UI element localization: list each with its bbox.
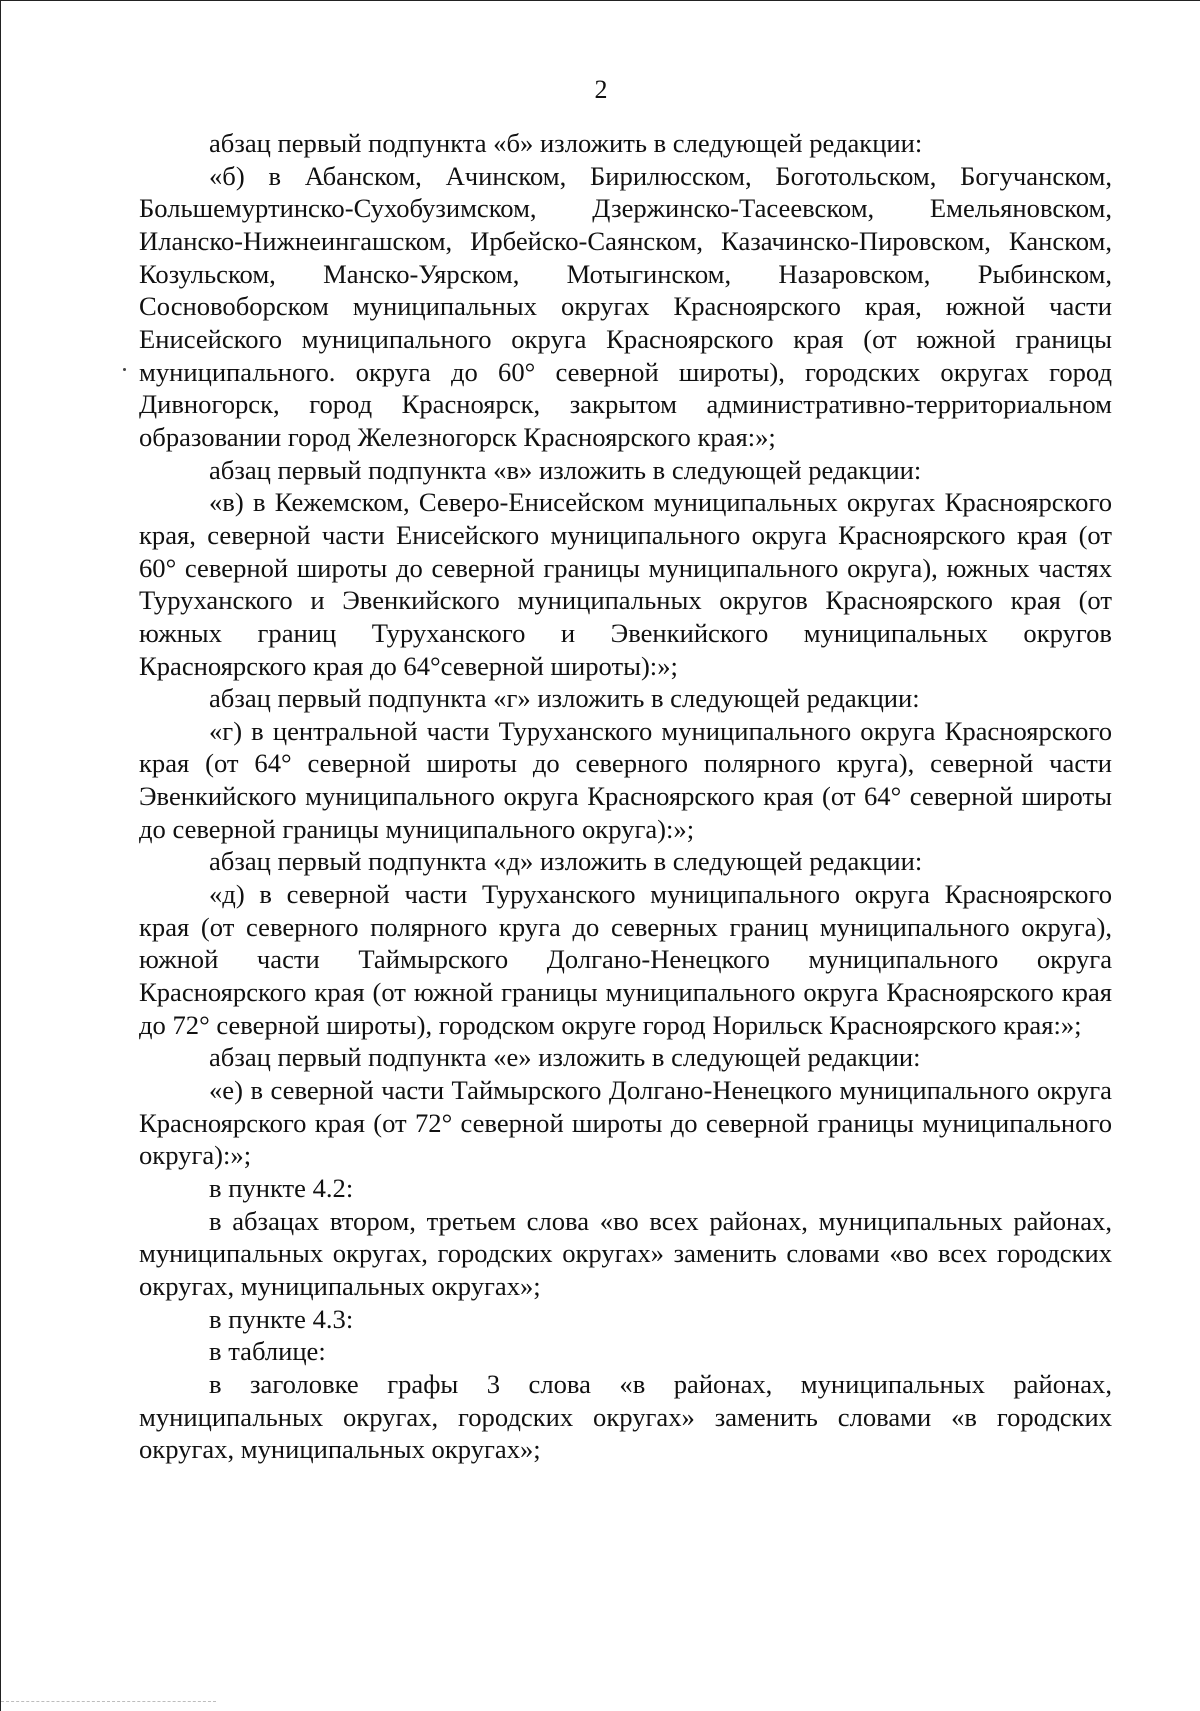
paragraph: в заголовке графы 3 слова «в районах, муниципальных районах, муниципальных округах, городских округах» заменить словами «в городских округах, муниципальных округах»;: [139, 1368, 1112, 1465]
paragraph: в пункте 4.3:: [209, 1303, 354, 1334]
paragraph: абзац первый подпункта «в» изложить в следующей редакции:: [209, 454, 922, 485]
page-number: 2: [594, 75, 608, 104]
bottom-rule: [1, 1701, 216, 1702]
paragraph: абзац первый подпункта «г» изложить в следующей редакции:: [209, 683, 920, 714]
paragraph: в абзацах втором, третьем слова «во всех районах, муниципальных районах, муниципальных округах, городских округах» заменить словами «во всех городских округах, муниципальных округах»;: [139, 1205, 1112, 1301]
paragraph: в таблице:: [209, 1336, 326, 1367]
paragraph: «в) в Кежемском, Северо-Енисейском муниципальных округах Красноярского края, северной части Енисейского муниципального округа Красноярского края (от 60° северной широты до северной границы муниципального округа), южных частях Туруханского и Эвенкийского муниципальных округов Красноярского края (от южных границ Туруханского и Эвенкийского муниципальных округов Красноярского края до 64°северной широты):»;: [139, 487, 1112, 681]
paragraph: абзац первый подпункта «д» изложить в следующей редакции:: [209, 846, 923, 877]
scan-mark: [123, 368, 126, 371]
paragraph: «г) в центральной части Туруханского муниципального округа Красноярского края (от 64° северной широты до северного полярного круга), северной части Эвенкийского муниципального округа Красноярского края (от 64° северной широты до северной границы муниципального округа):»;: [139, 715, 1112, 844]
paragraph: абзац первый подпункта «б» изложить в следующей редакции:: [209, 128, 923, 158]
paragraph: «д) в северной части Туруханского муниципального округа Красноярского края (от северного полярного круга до северных границ муниципального округа), южной части Таймырского Долгано-Ненецкого муниципального округа Красноярского края (от южной границы муниципального округа Красноярского края до 72° северной широты), городском округе город Норильск Красноярского края:»;: [139, 879, 1112, 1040]
document-body: [139, 127, 1112, 1466]
paragraph: в пункте 4.2:: [209, 1173, 354, 1203]
paragraph: «б) в Абанском, Ачинском, Бирилюсском, Боготольском, Богучанском, Большемуртинско-Сухобузимском, Дзержинско-Тасеевском, Емельяновском, Иланско-Нижнеингашском, Ирбейско-Саянском, Казачинско-Пировском, Канском, Козульском, Манско-Уярском, Мотыгинском, Назаровском, Рыбинском, Сосновоборском муниципальных округах Красноярского края, южной части Енисейского муниципального округа Красноярского края (от южной границы муниципального. округа до 60° северной широты), городских округах город Дивногорск, город Красноярск, закрытом административно-территориальном образовании город Железногорск Красноярского края:»;: [139, 160, 1112, 452]
paragraph: абзац первый подпункта «е» изложить в следующей редакции:: [209, 1042, 921, 1073]
paragraph: «е) в северной части Таймырского Долгано-Ненецкого муниципального округа Красноярского края (от 72° северной широты до северной границы муниципального округа):»;: [139, 1075, 1112, 1171]
